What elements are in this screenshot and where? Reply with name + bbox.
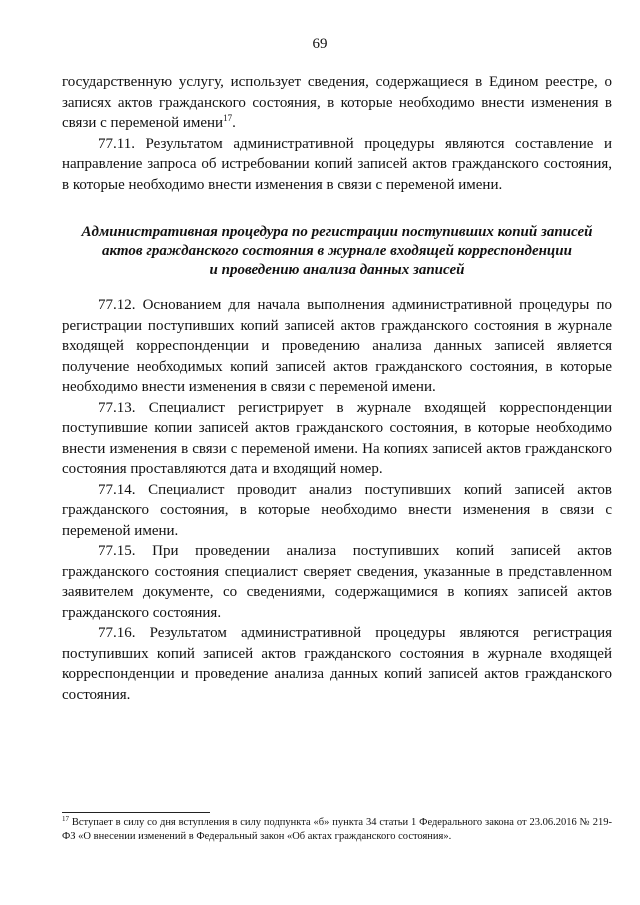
section-heading — [62, 223, 612, 280]
top-text-block — [62, 72, 612, 195]
continuation-tail: . — [232, 115, 236, 131]
footnote-divider — [62, 812, 210, 813]
paragraph-77-15: 77.15. При проведении анализа поступивших копий записей актов гражданского состояния специалист сверяет сведения, указанные в представленном заявителем документе, со сведениями, содержащимися в копиях записей актов гражданского состояния. — [62, 543, 612, 621]
main-text-block — [62, 295, 612, 705]
continuation-text: государственную услугу, использует сведения, содержащиеся в Едином реестре, о записях актов гражданского состояния, в которые необходимо внести изменения в связи с переменой имени — [62, 74, 612, 131]
paragraph-77-14: 77.14. Специалист проводит анализ поступивших копий записей актов гражданского состояния, в которые необходимо внести изменения в связи с переменой имени. — [62, 481, 612, 539]
page-number: 69 — [312, 36, 328, 52]
paragraph-77-11: 77.11. Результатом административной процедуры являются составление и направление запроса об истребовании копий записей актов гражданского состояния, в которые необходимо внести изменения в связи с переменой имени. — [62, 135, 612, 193]
paragraph-77-12: 77.12. Основанием для начала выполнения административной процедуры по регистрации поступивших копий записей актов гражданского состояния в журнале входящей корреспонденции и проведению анализа данных записей является получение необходимых копий записей актов гражданского состояния, в которые необходимо внести изменения в связи с переменой имени. — [62, 297, 612, 395]
heading-line-1: Административная процедура по регистрации поступивших копий записей — [81, 224, 593, 240]
footnote-text: Вступает в силу со дня вступления в силу подпункта «б» пункта 34 статьи 1 Федерального закона от 23.06.2016 № 219-ФЗ «О внесении изменений в Федеральный закон «Об актах гражданского состояния». — [62, 817, 612, 842]
heading-line-3: и проведению анализа данных записей — [209, 262, 465, 278]
paragraph-77-13: 77.13. Специалист регистрирует в журнале входящей корреспонденции поступившие копии записей актов гражданского состояния, в которые необходимо внести изменения в связи с переменой имени. На копиях записей актов гражданского состояния проставляются дата и входящий номер. — [62, 399, 612, 477]
paragraph-77-16: 77.16. Результатом административной процедуры являются регистрация поступивших копий записей актов гражданского состояния в журнале входящей корреспонденции и проведение анализа данных копий записей актов гражданского состояния. — [62, 625, 612, 703]
footnote-reference: 17 — [223, 113, 233, 123]
footnote — [62, 816, 612, 844]
footnote-marker: 17 — [62, 815, 69, 823]
heading-line-2: актов гражданского состояния в журнале входящей корреспонденции — [102, 243, 572, 259]
continuation-paragraph — [62, 72, 612, 134]
